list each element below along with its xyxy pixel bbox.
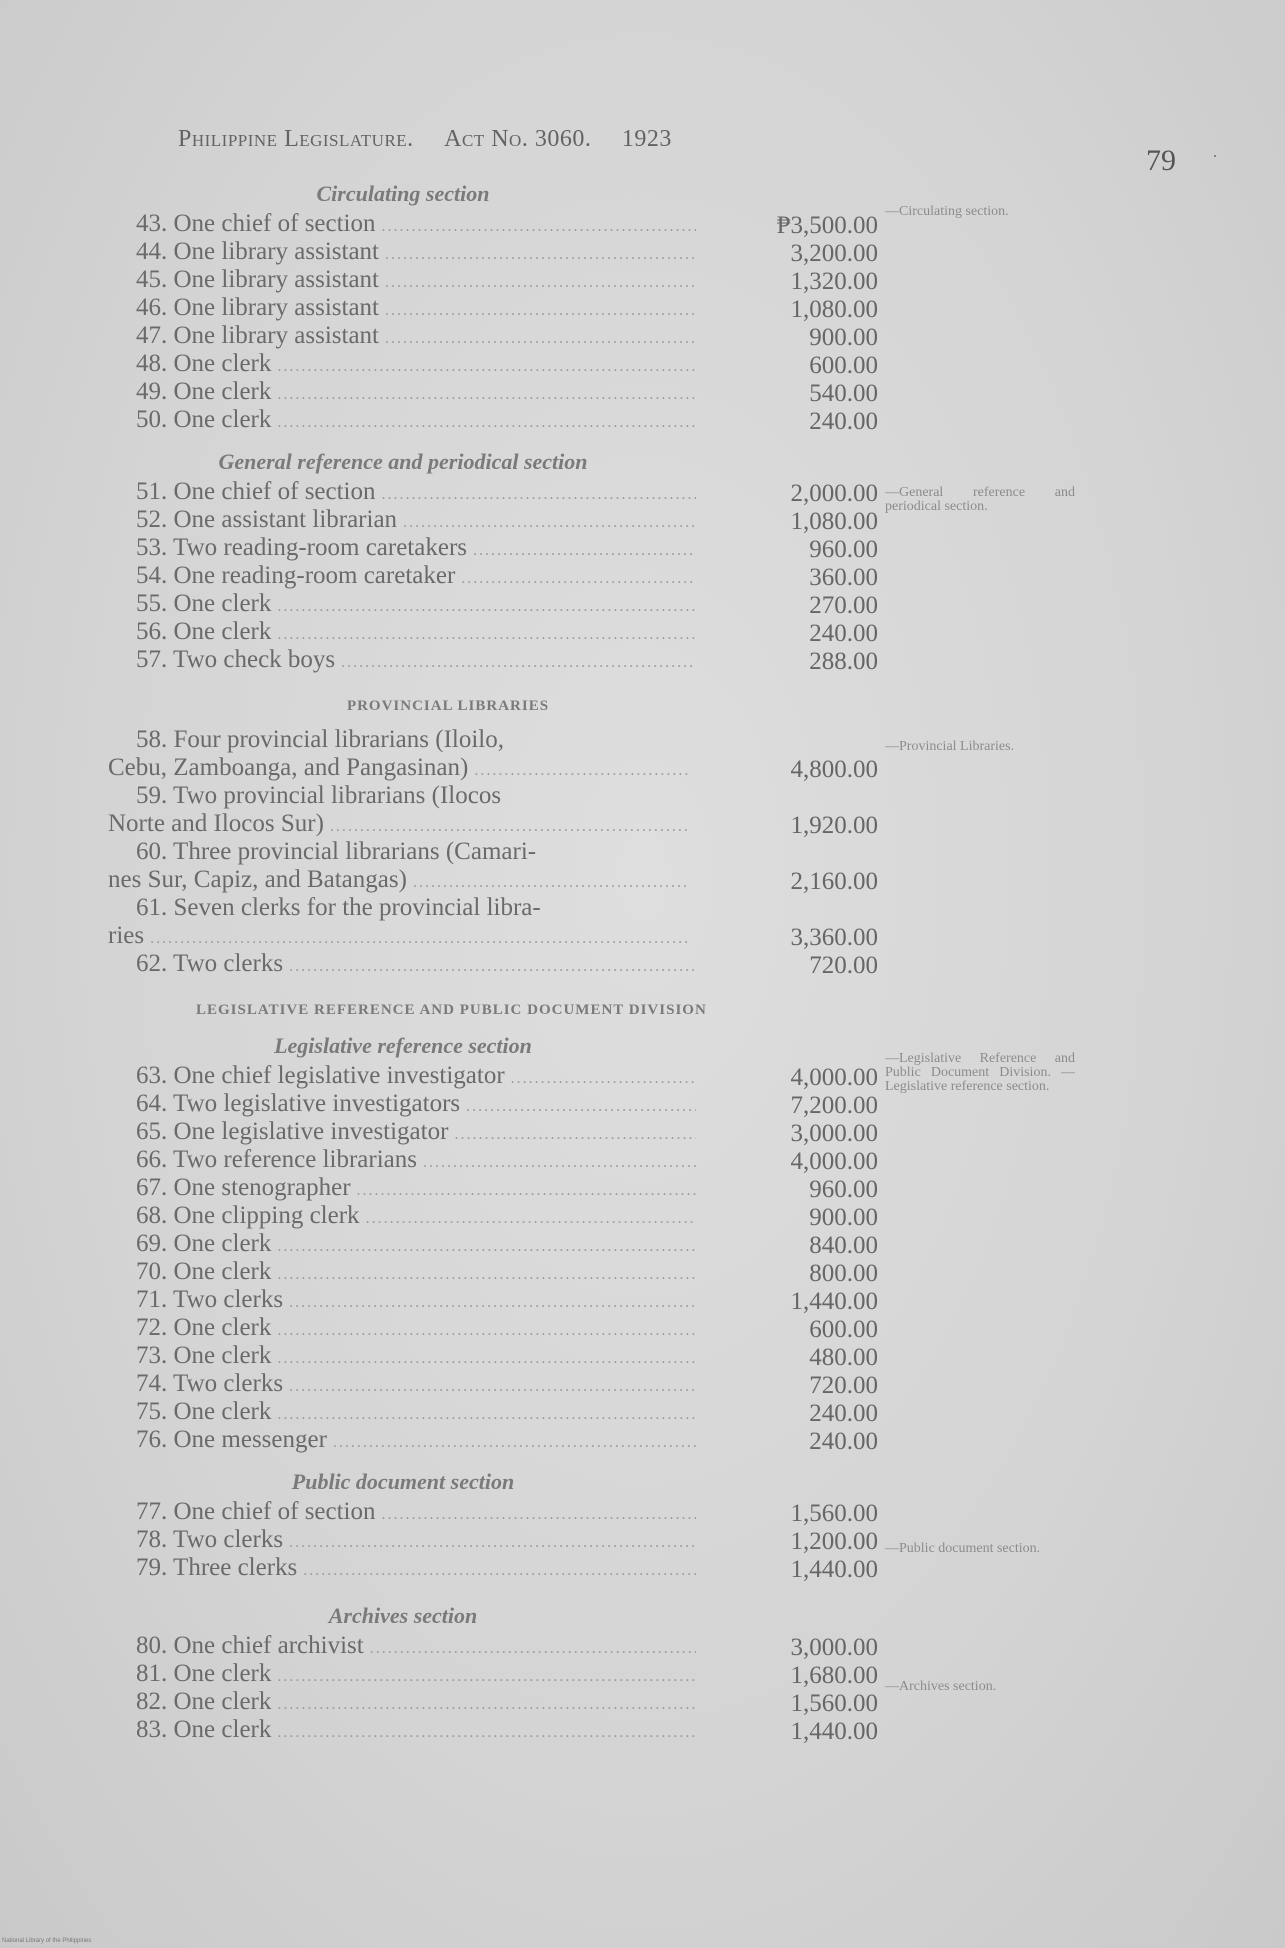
item-amount: 1,440.00 <box>790 1718 878 1745</box>
list-item <box>108 618 880 646</box>
list-item <box>108 1716 880 1744</box>
item-amount: 900.00 <box>809 324 878 351</box>
list-item <box>108 1526 880 1554</box>
item-label: 48. One clerk ..... <box>136 350 696 381</box>
list-item <box>108 506 880 534</box>
list-item <box>108 1258 880 1286</box>
division-heading-legislative: LEGISLATIVE REFERENCE AND PUBLIC DOCUMENT DIVISION <box>196 1002 707 1018</box>
item-amount: 3,000.00 <box>790 1120 878 1147</box>
section-heading-legislative-reference: Legislative reference section <box>274 1033 532 1058</box>
item-label: 50. One clerk ..... <box>136 406 696 437</box>
item-label: 75. One clerk ..... <box>136 1398 696 1429</box>
item-amount: 2,160.00 <box>790 868 878 895</box>
item-label: 54. One reading-room caretaker ..... <box>136 562 696 593</box>
item-label: 62. Two clerks ..... <box>136 950 696 981</box>
item-label: 47. One library assistant ..... <box>136 322 696 353</box>
list-item <box>108 894 880 950</box>
margin-note-provincial: —Provincial Libraries. <box>885 739 1015 754</box>
item-amount: 1,080.00 <box>790 296 878 323</box>
item-label: 52. One assistant librarian ..... <box>136 506 696 537</box>
section-heading-circulating: Circulating section <box>316 181 490 206</box>
item-label: 53. Two reading-room caretakers ..... <box>136 534 696 565</box>
list-item <box>108 266 880 294</box>
item-amount: 1,080.00 <box>790 508 878 535</box>
item-amount: 540.00 <box>809 380 878 407</box>
item-label-line1: 59. Two provincial librarians (Ilocos <box>136 782 502 809</box>
list-item <box>108 294 880 322</box>
list-item <box>108 1314 880 1342</box>
margin-note-legislative: —Legislative Reference and Public Document Division. —Legislative reference section. <box>885 1051 1075 1094</box>
item-label-line2: Cebu, Zamboanga, and Pangasinan) ..... <box>108 754 688 785</box>
item-label: 43. One chief of section ..... <box>136 210 696 241</box>
provincial-list <box>108 726 880 978</box>
list-item <box>108 1286 880 1314</box>
legislative-list <box>108 1062 880 1454</box>
section-heading-archives: Archives section <box>328 1603 478 1628</box>
list-item <box>108 1202 880 1230</box>
item-amount: 1,440.00 <box>790 1556 878 1583</box>
item-amount: 1,680.00 <box>790 1662 878 1689</box>
margin-note-general: —General reference and periodical section. <box>885 485 1075 514</box>
list-item <box>108 1230 880 1258</box>
item-amount: 3,360.00 <box>790 924 878 951</box>
item-label: 65. One legislative investigator ..... <box>136 1118 696 1149</box>
item-amount: 1,320.00 <box>790 268 878 295</box>
item-amount: 360.00 <box>809 564 878 591</box>
item-amount: 2,000.00 <box>790 480 878 507</box>
header-year: 1923 <box>621 126 672 152</box>
item-amount: 1,200.00 <box>790 1528 878 1555</box>
list-item <box>108 406 880 434</box>
list-item <box>108 350 880 378</box>
item-amount: 1,440.00 <box>790 1288 878 1315</box>
item-amount: 288.00 <box>809 648 878 675</box>
page-dot: · <box>1212 146 1218 166</box>
item-amount: 240.00 <box>809 1428 878 1455</box>
item-label: 55. One clerk ..... <box>136 590 696 621</box>
item-label: 72. One clerk ..... <box>136 1314 696 1345</box>
item-amount: 720.00 <box>809 1372 878 1399</box>
item-amount: 7,200.00 <box>790 1092 878 1119</box>
public-document-list <box>108 1498 880 1582</box>
list-item <box>108 238 880 266</box>
item-amount: 600.00 <box>809 1316 878 1343</box>
item-label: 81. One clerk ..... <box>136 1660 696 1691</box>
item-label: 70. One clerk ..... <box>136 1258 696 1289</box>
item-label: 66. Two reference librarians ..... <box>136 1146 696 1177</box>
margin-note-public-document: —Public document section. <box>885 1541 1041 1556</box>
item-amount: 840.00 <box>809 1232 878 1259</box>
item-amount: 480.00 <box>809 1344 878 1371</box>
item-amount: 960.00 <box>809 536 878 563</box>
list-item <box>108 1554 880 1582</box>
item-amount: 1,560.00 <box>790 1500 878 1527</box>
item-label-line2: ries ..... <box>108 922 688 953</box>
header-title: Philippine Legislature. <box>178 126 414 152</box>
item-label: 76. One messenger ..... <box>136 1426 696 1457</box>
item-label: 57. Two check boys ..... <box>136 646 696 677</box>
item-label: 63. One chief legislative investigator ..... <box>136 1062 696 1093</box>
list-item <box>108 838 880 894</box>
list-item <box>108 1062 880 1090</box>
archives-list <box>108 1632 880 1744</box>
item-label: 44. One library assistant ..... <box>136 238 696 269</box>
item-label-line1: 58. Four provincial librarians (Iloilo, <box>136 726 504 753</box>
circulating-list <box>108 210 880 434</box>
item-amount: 900.00 <box>809 1204 878 1231</box>
page-number: 79 <box>1146 144 1176 177</box>
item-label: 49. One clerk ..... <box>136 378 696 409</box>
item-label-line1: 61. Seven clerks for the provincial libra- <box>136 894 541 921</box>
list-item <box>108 1498 880 1526</box>
item-label: 77. One chief of section ..... <box>136 1498 696 1529</box>
list-item <box>108 1146 880 1174</box>
item-label: 46. One library assistant ..... <box>136 294 696 325</box>
item-amount: 800.00 <box>809 1260 878 1287</box>
list-item <box>108 1688 880 1716</box>
section-heading-public-document: Public document section <box>291 1469 515 1494</box>
item-label: 83. One clerk ..... <box>136 1716 696 1747</box>
item-amount: 600.00 <box>809 352 878 379</box>
list-item <box>108 1370 880 1398</box>
item-amount: 3,000.00 <box>790 1634 878 1661</box>
item-label: 51. One chief of section ..... <box>136 478 696 509</box>
general-reference-list <box>108 478 880 674</box>
item-label: 73. One clerk ..... <box>136 1342 696 1373</box>
header-act: Act No. 3060. <box>444 126 592 152</box>
list-item <box>108 1426 880 1454</box>
list-item <box>108 782 880 838</box>
list-item <box>108 1632 880 1660</box>
list-item <box>108 1342 880 1370</box>
item-amount: 240.00 <box>809 408 878 435</box>
item-amount: 960.00 <box>809 1176 878 1203</box>
item-amount: 3,200.00 <box>790 240 878 267</box>
item-label: 67. One stenographer ..... <box>136 1174 696 1205</box>
item-label: 78. Two clerks ..... <box>136 1526 696 1557</box>
item-label: 68. One clipping clerk ..... <box>136 1202 696 1233</box>
item-amount: 240.00 <box>809 620 878 647</box>
list-item <box>108 590 880 618</box>
item-amount: 4,800.00 <box>790 756 878 783</box>
list-item <box>108 322 880 350</box>
list-item <box>108 950 880 978</box>
item-amount: 1,920.00 <box>790 812 878 839</box>
item-amount: ₱3,500.00 <box>776 212 878 239</box>
item-label-line2: nes Sur, Capiz, and Batangas) ..... <box>108 866 688 897</box>
item-label: 71. Two clerks ..... <box>136 1286 696 1317</box>
item-amount: 4,000.00 <box>790 1148 878 1175</box>
appropriation-list <box>108 178 880 1744</box>
scan-credit: National Library of the Philippines <box>2 1938 92 1944</box>
list-item <box>108 562 880 590</box>
item-amount: 720.00 <box>809 952 878 979</box>
list-item <box>108 210 880 238</box>
item-label: 69. One clerk ..... <box>136 1230 696 1261</box>
item-label: 74. Two clerks ..... <box>136 1370 696 1401</box>
item-label: 82. One clerk ..... <box>136 1688 696 1719</box>
item-label-line2: Norte and Ilocos Sur) ..... <box>108 810 688 841</box>
item-label: 79. Three clerks ..... <box>136 1554 696 1585</box>
item-amount: 1,560.00 <box>790 1690 878 1717</box>
item-label: 64. Two legislative investigators ..... <box>136 1090 696 1121</box>
list-item <box>108 1660 880 1688</box>
item-label-line1: 60. Three provincial librarians (Camari- <box>136 838 537 865</box>
list-item <box>108 1118 880 1146</box>
margin-note-circulating: —Circulating section. <box>885 204 1009 219</box>
list-item <box>108 1398 880 1426</box>
margin-note-archives: —Archives section. <box>885 1679 997 1694</box>
section-heading-general-reference: General reference and periodical section <box>218 449 588 474</box>
item-label: 45. One library assistant ..... <box>136 266 696 297</box>
list-item <box>108 1090 880 1118</box>
running-header <box>178 126 818 153</box>
item-label: 56. One clerk ..... <box>136 618 696 649</box>
list-item <box>108 1174 880 1202</box>
list-item <box>108 378 880 406</box>
list-item <box>108 478 880 506</box>
item-amount: 240.00 <box>809 1400 878 1427</box>
list-item <box>108 646 880 674</box>
list-item <box>108 534 880 562</box>
list-item <box>108 726 880 782</box>
item-amount: 4,000.00 <box>790 1064 878 1091</box>
item-label: 80. One chief archivist ..... <box>136 1632 696 1663</box>
section-heading-provincial: PROVINCIAL LIBRARIES <box>346 698 550 714</box>
item-amount: 270.00 <box>809 592 878 619</box>
